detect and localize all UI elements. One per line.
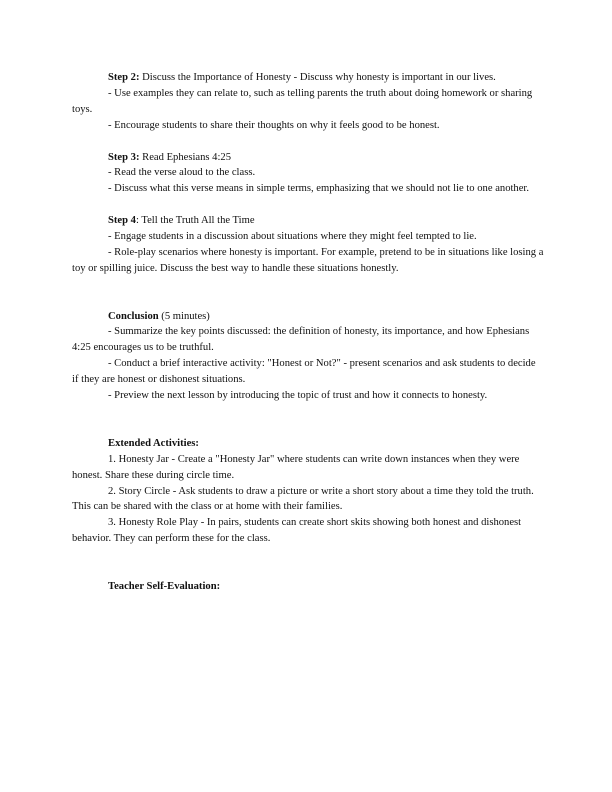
step3-bullet: - Discuss what this verse means in simple terms, emphasizing that we should not lie to one another.: [108, 183, 530, 195]
conclusion-bullet: - Summarize the key points discussed: the definition of honesty, its importance, and how Ephesians 4:25 encourages us to be truthful.: [72, 326, 530, 354]
step4-title: : Tell the Truth All the Time: [135, 215, 255, 227]
conclusion-heading-line: [72, 309, 544, 325]
teacher-self-evaluation-label: Teacher Self-Evaluation:: [108, 580, 221, 592]
document-page: [72, 70, 544, 595]
step3-label: Step 3:: [108, 151, 140, 163]
extended-activity-item: 1. Honesty Jar - Create a "Honesty Jar" where students can write down instances when they were honest. Share these during circle time.: [72, 453, 520, 481]
step4-label: Step 4: [108, 215, 136, 227]
step4-bullet: - Role-play scenarios where honesty is important. For example, pretend to be in situations like losing a toy or spilling juice. Discuss the best way to handle these situations honestly.: [72, 246, 544, 274]
conclusion-bullet: - Conduct a brief interactive activity: "Honest or Not?" - present scenarios and ask students to decide if they are honest or dishonest situations.: [72, 358, 536, 386]
step2-label: Step 2:: [108, 72, 140, 83]
extended-activity-item: 3. Honesty Role Play - In pairs, students can create short skits showing both honest and dishonest behavior. They can perform these for the class.: [72, 517, 522, 545]
conclusion-bullet: - Preview the next lesson by introducing the topic of trust and how it connects to honesty.: [108, 390, 488, 402]
extended-activities-heading: [72, 436, 544, 452]
step2-bullet: - Encourage students to share their thoughts on why it feels good to be honest.: [108, 119, 440, 131]
step2-title: Discuss the Importance of Honesty - Discuss why honesty is important in our lives.: [139, 72, 496, 83]
conclusion-label: Conclusion: [108, 310, 159, 322]
step3-heading-line: [72, 150, 544, 166]
conclusion-title: (5 minutes): [158, 310, 210, 322]
extended-activity-item: 2. Story Circle - Ask students to draw a picture or write a short story about a time they told the truth. This can be shared with the class or at home with their families.: [72, 485, 534, 513]
step3-title: Read Ephesians 4:25: [139, 151, 232, 163]
step3-bullet: - Read the verse aloud to the class.: [108, 167, 256, 179]
extended-activities-label: Extended Activities:: [108, 437, 199, 449]
step2-bullet: - Use examples they can relate to, such as telling parents the truth about doing homework or sharing toys.: [72, 87, 533, 115]
step4-bullet: - Engage students in a discussion about situations where they might feel tempted to lie.: [108, 231, 477, 243]
step4-heading-line: [72, 213, 544, 229]
step2-heading-line: [72, 70, 544, 86]
teacher-self-evaluation-heading: [72, 579, 544, 595]
